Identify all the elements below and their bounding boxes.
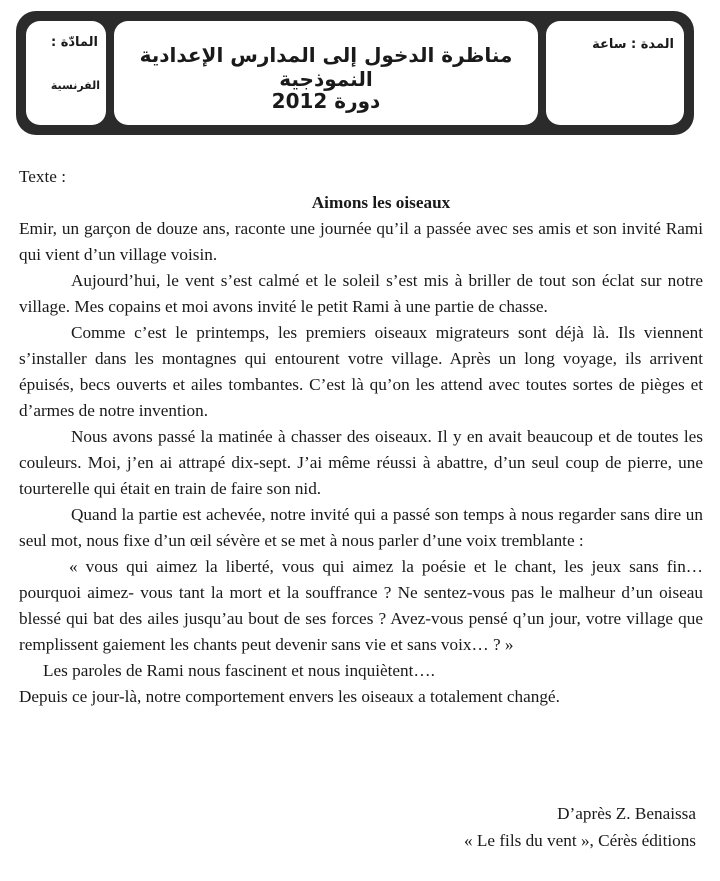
paragraph: Les paroles de Rami nous fascinent et nous inquiètent….	[43, 661, 435, 680]
paragraph: Quand la partie est achevée, notre invité qui a passé son temps à nous regarder sans dire un seul mot, nous fixe d’un œil sévère et se met à nous parler d’une voix tremblante :	[19, 505, 703, 550]
paragraph: Emir, un garçon de douze ans, raconte une journée qu’il a passée avec ses amis et son invité Rami qui vient d’un village voisin.	[19, 219, 703, 264]
paragraph: Comme c’est le printemps, les premiers oiseaux migrateurs sont déjà là. Ils viennent s’installer dans les montagnes qui entourent votre village. Après un long voyage, ils arrivent épuisés, becs ouverts et ailes tombantes. C’est là qu’on les attend avec toutes sortes de pièges et d’armes de notre invention.	[19, 323, 703, 420]
text-body	[19, 164, 703, 710]
exam-header	[16, 11, 694, 135]
quote-paragraph: « vous qui aimez la liberté, vous qui aimez la poésie et le chant, les jeux sans fin… pourquoi aimez- vous tant la mort et la souffrance ? Ne sentez-vous pas le malheur d’un oiseau blessé qui bat des ailes jusqu’au bout de ses forces ? Avez-vous pensé q’un jour, votre village que remplissent gaiement les chants peut devenir sans vie et sans voix… ? »	[19, 557, 703, 654]
exam-session: دورة 2012	[271, 89, 381, 113]
subject-box	[26, 21, 106, 125]
subject-value: الفرنسية	[50, 79, 100, 92]
source-book: « Le fils du vent », Cérès éditions	[464, 831, 696, 850]
paragraph: Depuis ce jour-là, notre comportement envers les oiseaux a totalement changé.	[19, 687, 560, 706]
text-title: Aimons les oiseaux	[311, 193, 451, 212]
exam-duration: المدة : ساعة	[592, 37, 674, 52]
source-citation	[464, 800, 696, 854]
exam-title-box	[114, 21, 538, 125]
duration-box	[546, 21, 684, 125]
paragraph: Aujourd’hui, le vent s’est calmé et le soleil s’est mis à briller de tout son éclat sur notre village. Mes copains et moi avons invité le petit Rami à une partie de chasse.	[19, 271, 703, 316]
exam-title: مناظرة الدخول إلى المدارس الإعدادية النموذجية	[139, 43, 513, 91]
text-label: Texte :	[19, 167, 66, 186]
source-author: D’après Z. Benaissa	[557, 804, 696, 823]
subject-label: المادّة :	[50, 35, 98, 50]
paragraph: Nous avons passé la matinée à chasser des oiseaux. Il y en avait beaucoup et de toutes les couleurs. Moi, j’en ai attrapé dix-sept. J’ai même réussi à abattre, d’un seul coup de pierre, une tourterelle qui était en train de faire son nid.	[19, 427, 703, 498]
